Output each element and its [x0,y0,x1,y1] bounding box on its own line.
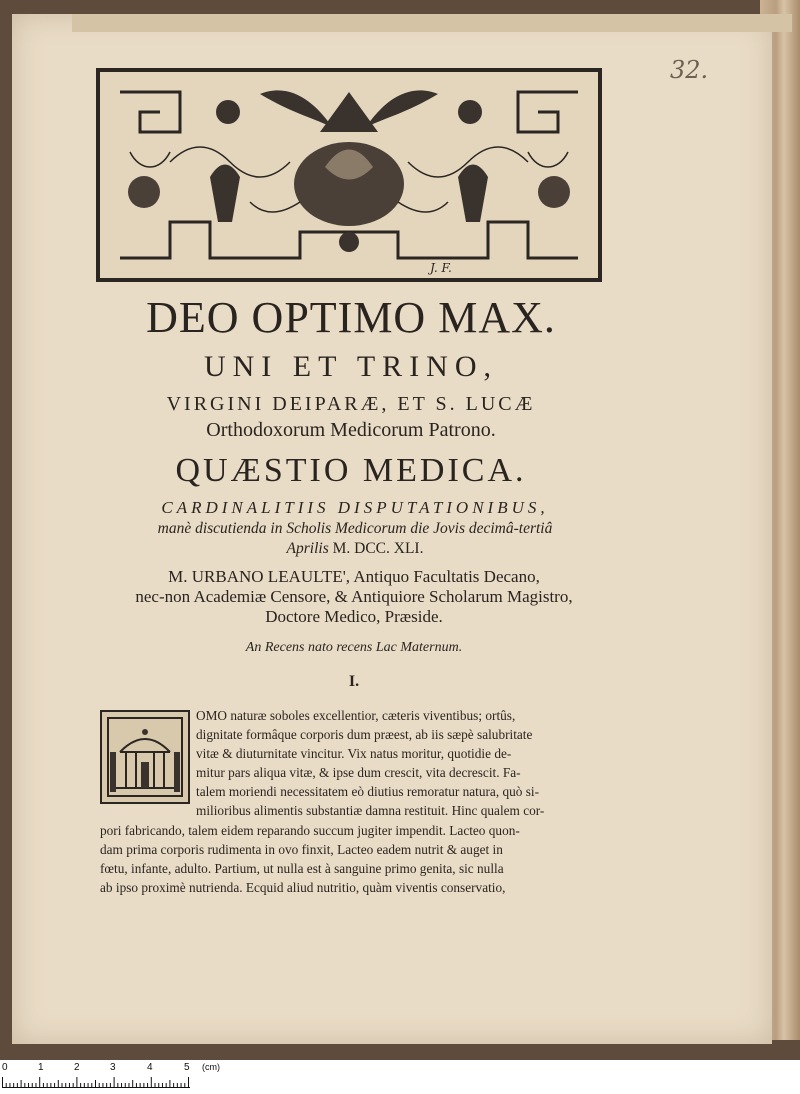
title-patrono: Orthodoxorum Medicorum Patrono. [206,419,496,441]
body-line: milioribus alimentis substantiæ damna restituit. Hinc qualem cor- [196,803,545,818]
ruler-ticks-icon [2,1076,192,1088]
ruler-labels [0,1060,240,1074]
body-line: mitur pars aliqua vitæ, & ipse dum crescit, vita decrescit. Fa- [196,765,521,780]
praeses-line-2: nec-non Academiæ Censore, & Antiquiore Scholarum Magistro, [135,587,573,606]
praeses-line-3: Doctore Medico, Præside. [265,607,443,626]
headpiece-ornament-icon [100,72,598,278]
questio-line-cardinalitiis: CARDINALITIIS DISPUTATIONIBUS, [161,498,549,517]
questio-date-year: M. DCC. XLI. [328,540,424,557]
questio-date-month: Aprilis [286,540,329,557]
body-line: pori fabricando, talem eidem reparando succum jugiter impendit. Lacteo quon- [100,823,520,838]
question-title: An Recens nato recens Lac Maternum. [245,640,463,655]
ornamental-headpiece [96,68,602,282]
body-line: dignitate formâque corporis dum præest, ab iis sæpè salubritate [196,727,533,742]
section-number: I. [348,673,360,690]
temple-woodcut-icon [102,712,188,802]
decorated-initial-h [100,710,190,804]
body-line: fœtu, infante, adulto. Partium, ut nulla est à sanguine primo genita, sic nulla [100,861,504,876]
folio-number: 32. [670,56,709,84]
body-line: OMO naturæ soboles excellentior, cæteris viventibus; ortûs, [196,708,516,723]
body-line: talem moriendi necessitatem eò diutius remoratur natura, quò si- [196,784,540,799]
scale-ruler [0,1060,800,1094]
ruler-unit: (cm) [202,1062,220,1072]
title-uni-et-trino: UNI ET TRINO, [203,350,499,383]
headpiece-initials: J. F. [430,261,452,275]
ruler-label: 5 [184,1062,190,1073]
praeses-line-1: M. URBANO LEAULTE', Antiquo Facultatis Decano, [168,567,540,586]
body-line: ab ipso proximè nutrienda. Ecquid aliud nutritio, quàm viventis conservatio, [100,880,506,895]
ruler-label: 1 [38,1062,44,1073]
ruler-label: 4 [147,1062,153,1073]
page-top-strip [72,14,792,32]
ruler-label: 3 [110,1062,116,1073]
questio-medica-heading: QUÆSTIO MEDICA. [175,452,527,489]
body-line: vitæ & diuturnitate vincitur. Vix natus moritur, quotidie de- [196,746,512,761]
title-deo-optimo: DEO OPTIMO MAX. [146,293,556,342]
questio-line-discutienda: manè discutienda in Scholis Medicorum die Jovis decimâ-tertiâ [157,520,553,537]
title-virgini-deiparae: VIRGINI DEIPARÆ, ET S. LUCÆ [166,393,536,415]
ruler-label: 0 [2,1062,8,1073]
ruler-label: 2 [74,1062,80,1073]
body-line: dam prima corporis rudimenta in ovo finxit, Lacteo eadem nutrit & auget in [100,842,503,857]
questio-line-date [100,540,610,558]
